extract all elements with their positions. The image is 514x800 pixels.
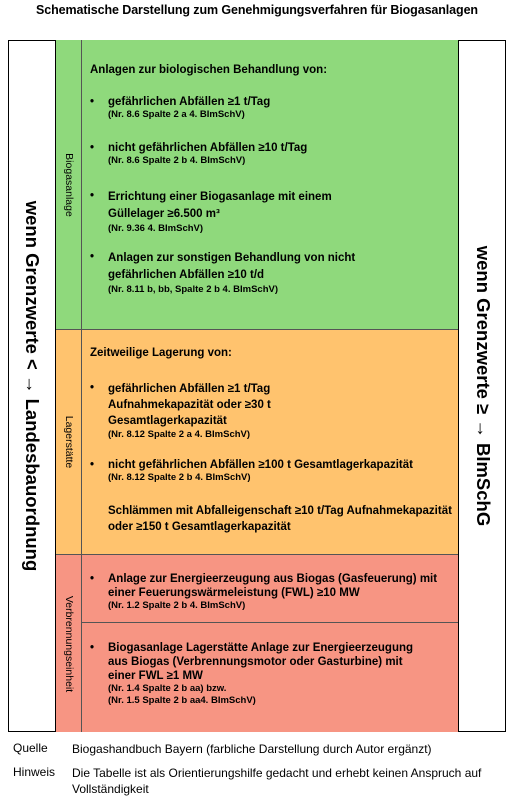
item-reference: (Nr. 1.4 Spalte 2 b aa) bzw.: [108, 683, 227, 694]
band-label: Verbrennungseinheit: [62, 595, 75, 692]
bullet: •: [90, 190, 95, 202]
item-text: Anlage zur Energieerzeugung aus Biogas (Gasfeuerung) mit einer Feuerungswärmeleistung (FWL) ≥10 MW: [108, 573, 438, 599]
list-item: [90, 189, 348, 235]
band-content: [82, 330, 458, 554]
band-label: Biogasanlage: [62, 152, 75, 217]
list-item: [90, 95, 454, 121]
list-item: [90, 381, 348, 441]
item-reference: (Nr. 1.2 Spalte 2 b 4. BImSchV): [108, 600, 246, 611]
left-side-label: wenn Grenzwerte < → Landesbauordnung: [21, 200, 43, 572]
item-reference: (Nr. 8.6 Spalte 2 a 4. BImSchV): [108, 109, 245, 120]
list-item: [90, 141, 454, 167]
item-reference: (Nr. 8.11 b, bb, Spalte 2 b 4. BImSchV): [108, 284, 278, 295]
item-reference: (Nr. 1.5 Spalte 2 b aa4. BImSchV): [108, 695, 256, 706]
source-label: Quelle: [13, 741, 48, 755]
right-side-column: [458, 40, 506, 732]
list-item: [90, 572, 454, 612]
right-side-label: wenn Grenzwerte ≥ → BImSchG: [472, 245, 494, 527]
source-text: Biogashandbuch Bayern (farbliche Darstellung durch Autor ergänzt): [72, 742, 432, 756]
note-label: Hinweis: [13, 765, 56, 779]
item-text: Biogasanlage Lagerstätte Anlage zur Energieerzeugung aus Biogas (Verbrennungsmotor oder Gasturbine) mit einer FWL ≥1 MW: [108, 642, 414, 682]
extra-note: Schlämmen mit Abfalleigenschaft ≥10 t/Tag Aufnahmekapazität oder ≥150 t Gesamtlagerkapazität: [108, 505, 452, 533]
band-label: Lagerstätte: [62, 415, 75, 469]
band-content: [82, 40, 458, 329]
item-text: Anlagen zur sonstigen Behandlung von nicht gefährlichen Abfällen ≥10 t/d: [108, 252, 356, 281]
item-reference: (Nr. 8.6 Spalte 2 b 4. BImSchV): [108, 155, 246, 166]
bullet: •: [90, 251, 95, 263]
bullet: •: [90, 142, 95, 154]
band-label-cell: [56, 330, 82, 554]
list-item: [90, 250, 378, 296]
item-text: gefährlichen Abfällen ≥1 t/Tag: [108, 96, 271, 108]
item-text: nicht gefährlichen Abfällen ≥10 t/Tag: [108, 142, 308, 154]
item-text: nicht gefährlichen Abfällen ≥100 t Gesamtlagerkapazität: [108, 459, 413, 471]
item-text: gefährlichen Abfällen ≥1 t/Tag Aufnahmekapazität oder ≥30 t Gesamtlagerkapazität: [108, 383, 271, 427]
bullet: •: [90, 642, 95, 654]
note-text: Die Tabelle ist als Orientierungshilfe gedacht und erhebt keinen Anspruch auf Vollständigkeit: [72, 766, 482, 796]
page-title: Schematische Darstellung zum Genehmigungsverfahren für Biogasanlagen: [36, 3, 478, 17]
item-text: Errichtung einer Biogasanlage mit einem Güllelager ≥6.500 m³: [108, 191, 332, 220]
item-reference: (Nr. 8.12 Spalte 2 a 4. BImSchV): [108, 429, 251, 440]
item-reference: (Nr. 8.12 Spalte 2 b 4. BImSchV): [108, 472, 251, 483]
bullet: •: [90, 459, 95, 471]
band-heading: Anlagen zur biologischen Behandlung von:: [90, 64, 328, 76]
band-label-cell: [56, 40, 82, 329]
list-item: [90, 641, 418, 707]
bullet: •: [90, 96, 95, 108]
bullet: •: [90, 573, 95, 585]
band-content: [82, 555, 458, 732]
left-side-column: [8, 40, 56, 732]
band-verbrennungseinheit: [56, 555, 458, 732]
divider: [82, 622, 458, 623]
band-lagerstaette: [56, 330, 458, 555]
band-label-cell: [56, 555, 82, 732]
bullet: •: [90, 382, 95, 394]
item-reference: (Nr. 9.36 4. BImSchV): [108, 223, 204, 234]
list-item: [90, 458, 454, 484]
band-biogasanlage: [56, 40, 458, 330]
band-heading: Zeitweilige Lagerung von:: [90, 347, 232, 359]
